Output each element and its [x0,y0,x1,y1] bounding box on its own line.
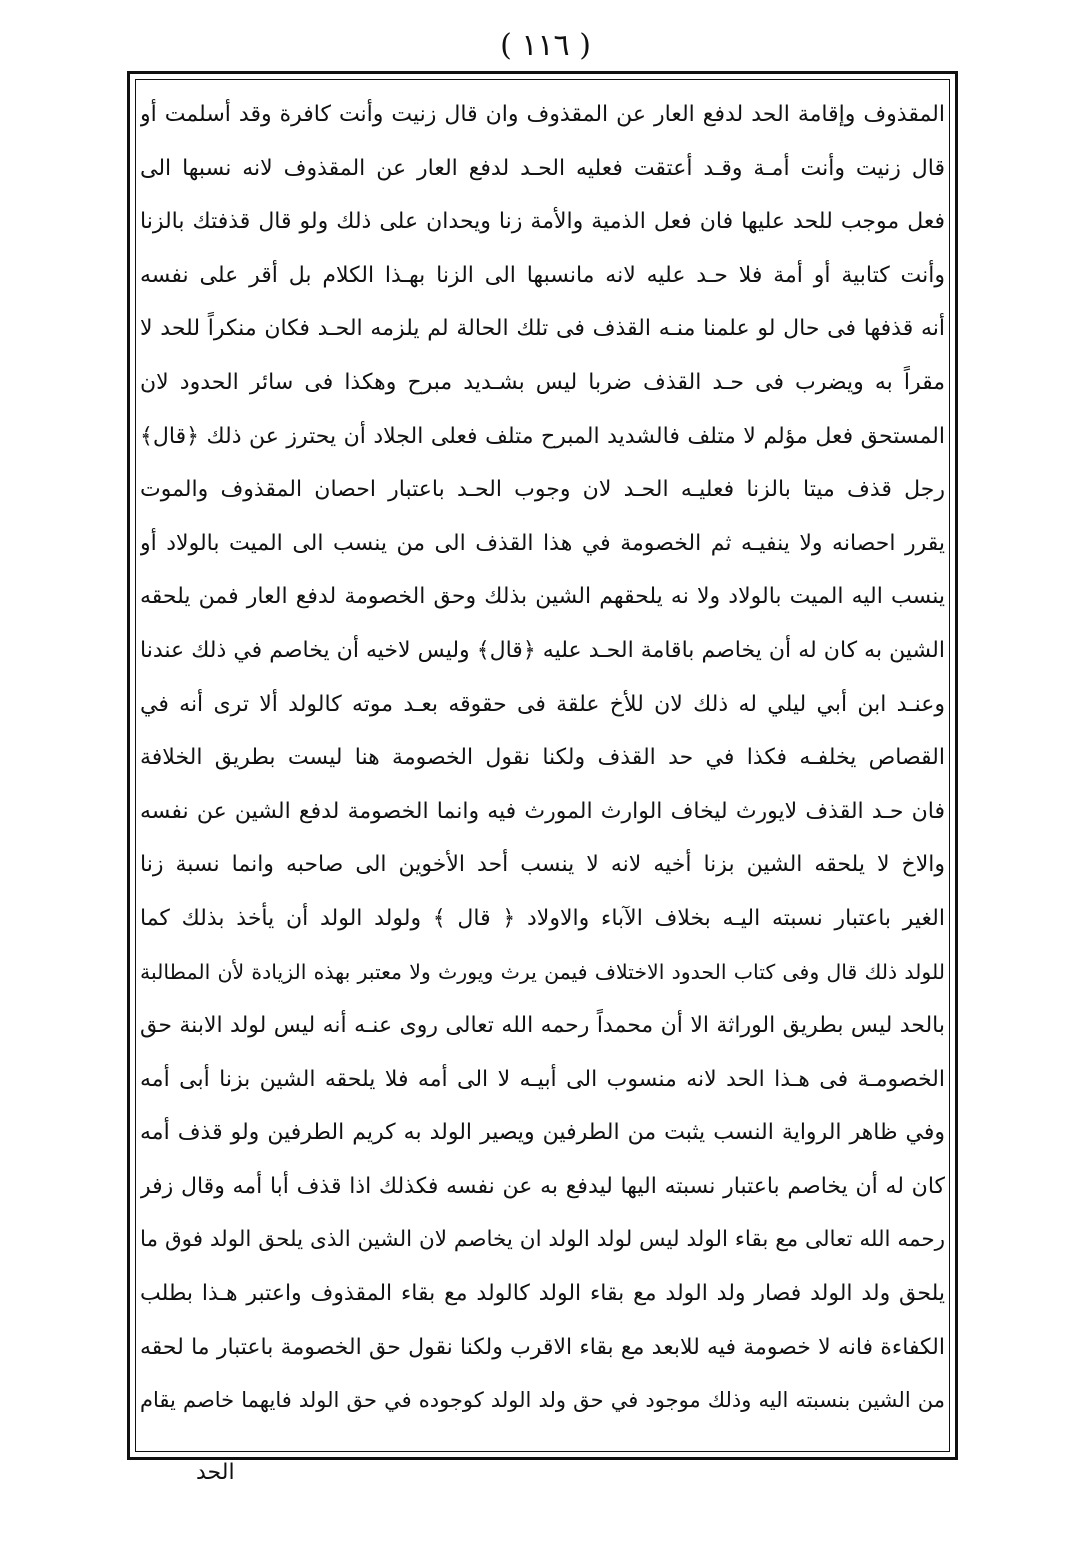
page-number: ( ١١٦ ) [500,28,591,63]
text-line: من الشين بنسبته اليه وذلك موجود في حق ولد الولد كوجوده في حق الولد فايهما خاصم يقام [140,1388,945,1413]
catchword: الحد [196,1460,235,1485]
text-line: كان له أن يخاصم باعتبار نسبته اليها ليدفع به عن نفسه فكذلك اذا قذف أبا أمه وقال زفر [140,1173,945,1199]
text-line: رجل قذف ميتا بالزنا فعليـه الحـد لان وجوب الحـد باعتبار احصان المقذوف والموت [140,477,945,503]
text-line: وعنـد ابن أبي ليلي له ذلك لان للأخ علقة فى حقوقه بعـد موته كالولد ألا ترى أنه في [140,691,945,717]
text-line: بالحد ليس بطريق الوراثة الا أن محمداً رحمه الله تعالى روى عنـه أنه ليس لولد الابنة حق [140,1013,945,1039]
text-line: فان حـد القذف لايورث ليخاف الوارث المورث فيه وانما الخصومة لدفع الشين عن نفسه [140,798,945,824]
text-line: ينسب اليه الميت بالولاد ولا نه يلحقهم الشين بذلك وحق الخصومة لدفع العار فمن يلحقه [140,584,945,610]
text-line: وأنت كتابية أو أمة فلا حـد عليه لانه مانسبها الى الزنا بهـذا الكلام بل أقر على نفسه [140,262,945,288]
text-line: للولد ذلك قال وفى كتاب الحدود الاختلاف فيمن يرث ويورث ولا معتبر بهذه الزيادة لأن المطالبة [140,959,945,984]
text-block [140,88,945,1428]
text-line: المستحق فعل مؤلم لا متلف فالشديد المبرح متلف فعلى الجلاد أن يحترز عن ذلك ﴿قال﴾ [140,423,945,449]
text-line: قال زنيت وأنت أمـة وقـد أعتقت فعليه الحـد لدفع العار عن المقذوف لانه نسبها الى [140,155,945,181]
text-line: وفي ظاهر الرواية النسب يثبت من الطرفين ويصير الولد به كريم الطرفين ولو قذف أمه [140,1120,945,1146]
text-line: أنه قذفها فى حال لو علمنا منـه القذف فى تلك الحالة لم يلزمه الحـد فكان منكراً للحد لا [140,316,945,342]
text-line: يلحق ولد الولد فصار ولد الولد مع بقاء الولد كالولد مع بقاء المقذوف واعتبر هـذا بطلب [140,1281,945,1307]
text-line: الشين به كان له أن يخاصم باقامة الحـد عليه ﴿قال﴾ وليس لاخيه أن يخاصم في ذلك عندنا [140,637,945,663]
text-line: فعل موجب للحد عليها فان فعل الذمية والأمة زنا ويحدان على ذلك ولو قال قذفتك بالزنا [140,209,945,235]
text-line: والاخ لا يلحقه الشين بزنا أخيه لانه لا ينسب أحد الأخوين الى صاحبه وانما نسبة زنا [140,852,945,878]
text-line: رحمه الله تعالى مع بقاء الولد ليس لولد الولد ان يخاصم لان الشين الذى يلحق الولد فوق ما [140,1227,945,1253]
text-line: الكفاءة فانه لا خصومة فيه للابعد مع بقاء الاقرب ولكنا نقول حق الخصومة باعتبار ما لحقه [140,1334,945,1360]
text-line: القصاص يخلفـه فكذا في حد القذف ولكنا نقول الخصومة هنا ليست بطريق الخلافة [140,745,945,771]
text-line: يقرر احصانه ولا ينفيـه ثم الخصومة في هذا القذف الى من ينسب الى الميت بالولاد أو [140,530,945,556]
text-line: المقذوف وإقامة الحد لدفع العار عن المقذوف وان قال زنيت وأنت كافرة وقد أسلمت أو [140,102,945,127]
text-line: مقراً به ويضرب فى حـد القذف ضربا ليس بشـديد مبرح وهكذا فى سائر الحدود لان [140,369,945,395]
text-line: الخصومـة فى هـذا الحد لانه منسوب الى أبيـه لا الى أمه فلا يلحقه الشين بزنا أبى أمه [140,1066,945,1092]
text-line: الغير باعتبار نسبته اليـه بخلاف الآباء والاولاد ﴿ قال ﴾ ولولد الولد أن يأخذ بذلك كما [140,905,945,931]
